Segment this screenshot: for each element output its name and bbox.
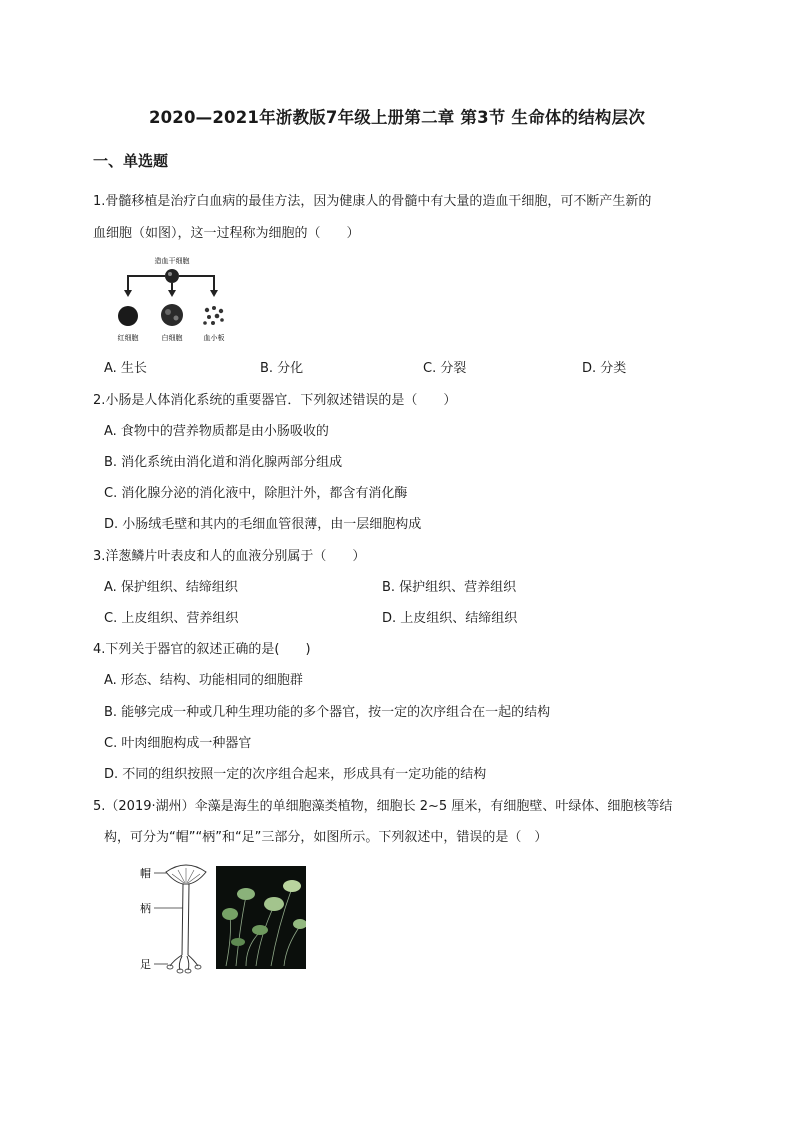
question-2-option-b[interactable]: B. 消化系统由消化道和消化腺两部分组成 bbox=[104, 455, 343, 470]
question-2-option-d[interactable]: D. 小肠绒毛壁和其内的毛细血管很薄，由一层细胞构成 bbox=[104, 517, 422, 532]
question-5-stem-line-1: 5.（2019·湖州）伞藻是海生的单细胞藻类植物，细胞长 2~5 厘米，有细胞壁、叶绿体、细胞核等结 bbox=[93, 799, 673, 814]
question-4-option-a[interactable]: A. 形态、结构、功能相同的细胞群 bbox=[104, 673, 303, 688]
acetabularia-photo bbox=[216, 866, 306, 969]
question-2-stem: 2.小肠是人体消化系统的重要器官．下列叙述错误的是（ ） bbox=[93, 393, 457, 408]
figure-stem-cell-label: 造血干细胞 bbox=[154, 257, 190, 265]
question-4-option-d[interactable]: D. 不同的组织按照一定的次序组合起来，形成具有一定功能的结构 bbox=[104, 767, 487, 782]
question-5-stem-line-2: 构，可分为“帽”“柄”和“足”三部分，如图所示。下列叙述中，错误的是（ ） bbox=[104, 830, 548, 845]
question-3-stem: 3.洋葱鳞片叶表皮和人的血液分别属于（ ） bbox=[93, 549, 366, 564]
platelets-icon bbox=[203, 306, 224, 325]
page-title: 2020—2021年浙教版7年级上册第二章 第3节 生命体的结构层次 bbox=[148, 108, 646, 127]
question-1-stem-line-1: 1.骨髓移植是治疗白血病的最佳方法，因为健康人的骨髓中有大量的造血干细胞，可不断产生新的 bbox=[93, 194, 652, 209]
question-2-option-c[interactable]: C. 消化腺分泌的消化液中，除胆汁外，都含有消化酶 bbox=[104, 486, 408, 501]
stalk-shape bbox=[182, 884, 189, 955]
figure-stalk-label: 柄 bbox=[140, 902, 151, 915]
question-3-option-d[interactable]: D. 上皮组织、结缔组织 bbox=[382, 611, 518, 626]
stem-cell-icon bbox=[165, 269, 179, 283]
question-1-option-c[interactable]: C. 分裂 bbox=[423, 361, 467, 376]
white-blood-cell-icon bbox=[161, 304, 183, 326]
foot-shape bbox=[170, 955, 198, 970]
question-1-option-d[interactable]: D. 分类 bbox=[582, 361, 627, 376]
figure-red-cell-label: 红细胞 bbox=[117, 334, 139, 342]
question-1-option-a[interactable]: A. 生长 bbox=[104, 361, 147, 376]
question-4-option-c[interactable]: C. 叶肉细胞构成一种器官 bbox=[104, 736, 252, 751]
question-4-stem: 4.下列关于器官的叙述正确的是( ) bbox=[93, 642, 311, 657]
question-3-option-a[interactable]: A. 保护组织、结缔组织 bbox=[104, 580, 238, 595]
question-2-option-a[interactable]: A. 食物中的营养物质都是由小肠吸收的 bbox=[104, 424, 329, 439]
section-heading: 一、单选题 bbox=[93, 152, 169, 170]
figure-cap-label: 帽 bbox=[140, 867, 151, 880]
blood-cell-differentiation-figure bbox=[110, 252, 240, 344]
question-1-stem-line-2: 血细胞（如图），这一过程称为细胞的（ ） bbox=[93, 226, 360, 241]
acetabularia-diagram bbox=[138, 860, 210, 975]
figure-foot-label: 足 bbox=[140, 958, 151, 971]
red-blood-cell-icon bbox=[118, 306, 138, 326]
question-4-option-b[interactable]: B. 能够完成一种或几种生理功能的多个器官，按一定的次序组合在一起的结构 bbox=[104, 705, 551, 720]
question-3-option-c[interactable]: C. 上皮组织、营养组织 bbox=[104, 611, 239, 626]
question-3-option-b[interactable]: B. 保护组织、营养组织 bbox=[382, 580, 517, 595]
figure-platelet-label: 血小板 bbox=[203, 334, 225, 342]
figure-white-cell-label: 白细胞 bbox=[161, 334, 183, 342]
question-1-option-b[interactable]: B. 分化 bbox=[260, 361, 304, 376]
